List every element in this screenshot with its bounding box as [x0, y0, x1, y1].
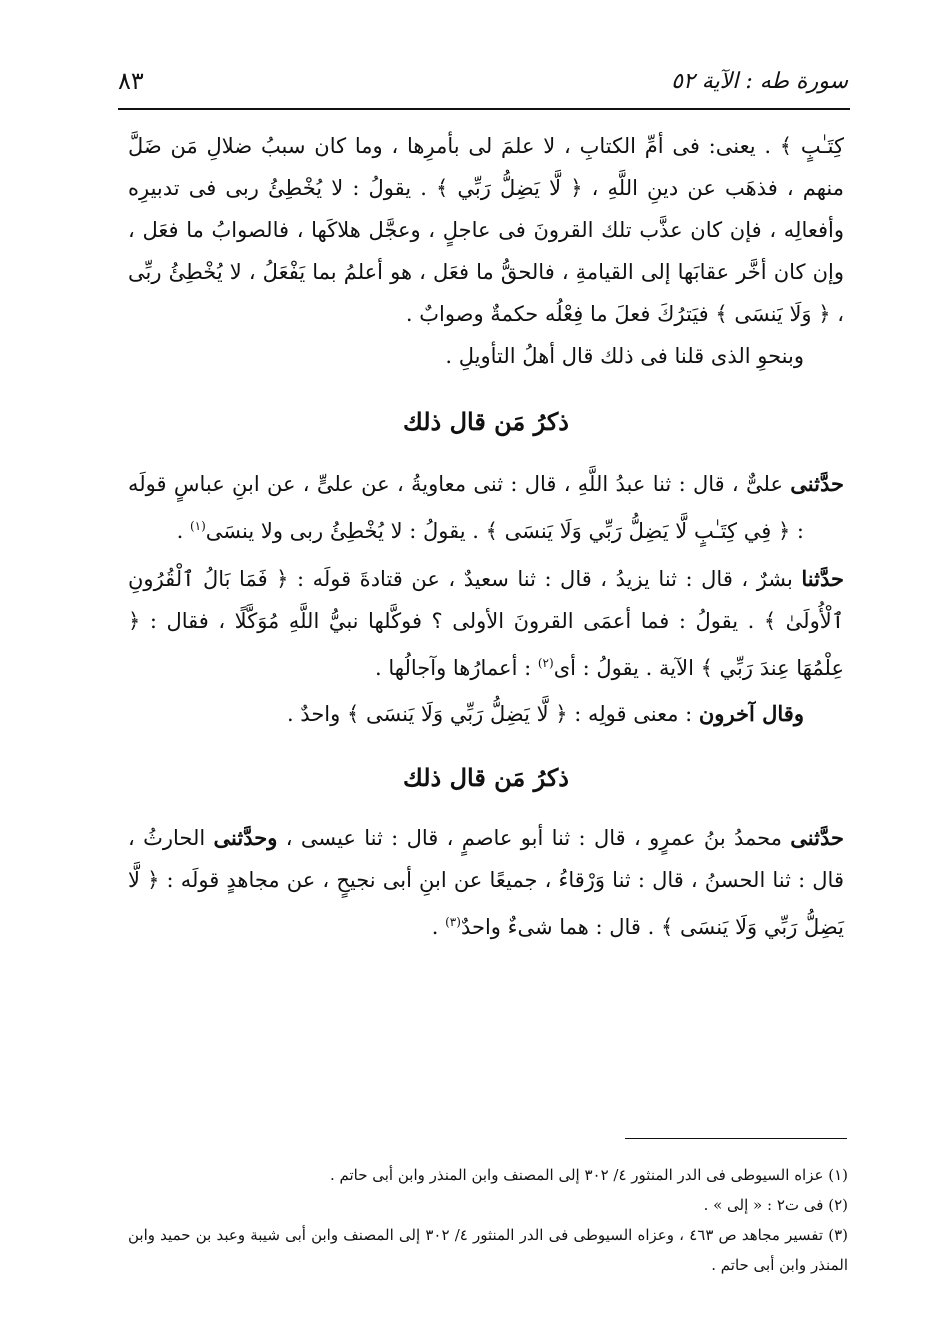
narrator-lead: وقال آخرون	[698, 701, 804, 726]
narrator-lead: حدَّثنى	[790, 471, 844, 496]
paragraph-4	[128, 558, 844, 689]
paragraph-3-end: .	[176, 519, 190, 543]
paragraph-2: وبنحوِ الذى قلنا فى ذلك قال أهلُ التأويلِ .	[445, 344, 804, 368]
section-heading-2: ذكرُ مَن قال ذلك	[403, 763, 569, 792]
paragraph-4-end: : أعمارُها وآجالُها .	[375, 656, 538, 680]
paragraph-1: كِتَـٰبٍ ﴾ . يعنى: فى أمِّ الكتابِ ، لا علمَ لى بأمرِها ، وما كان سببُ ضلالِ مَن ضَلَّ منهم ، فذهَب عن دينِ اللَّهِ ، ﴿ لَّا يَضِلُّ رَبِّي ﴾ . يقولُ : لا يُخْطِئُ ربى فى تدبيرِه وأفعالِه ، فإن كان عذَّب تلك القرونَ فى عاجلٍ ، وعجَّل هلاكَها ، فالصوابُ ما فعَل ، وإن كان أخَّر عقابَها إلى القيامةِ ، فالحقُّ ما فعَل ، هو أعلمُ بما يَفْعَلُ ، لا يُخْطِئُ ربِّى ، ﴿ وَلَا يَنسَى ﴾ فيَترُكَ فعلَ ما فِعْلُه حكمةٌ وصوابٌ .	[128, 134, 844, 326]
narrator-lead: حدَّثنى	[790, 825, 844, 850]
footnote-rule	[625, 1138, 847, 1139]
footnotes	[128, 1160, 848, 1280]
footnote-1: (١) عزاه السيوطى فى الدر المنثور ٤/ ٣٠٢ إلى المصنف وابن المنذر وابن أبى حاتم .	[329, 1166, 848, 1184]
section-heading-1: ذكرُ مَن قال ذلك	[403, 407, 569, 436]
footnote-ref-1: (١)	[189, 519, 206, 533]
paragraph-5-text: : معنى قولِه : ﴿ لَّا يَضِلُّ رَبِّي وَلَا يَنسَى ﴾ واحدٌ .	[286, 702, 699, 726]
footnote-ref-2: (٢)	[537, 656, 554, 670]
paragraph-4-text: بشرٌ ، قال : ثنا يزيدُ ، قال : ثنا سعيدٌ ، عن قتادةَ قولَه : ﴿ فَمَا بَالُ ٱلْقُرُونِ ٱلْأُولَىٰ ﴾ . يقولُ : فما أعمَى القرونَ الأولى ؟ فوكَّلها نبيُّ اللَّهِ مُوَكَّلًا ، فقال : ﴿ عِلْمُهَا عِندَ رَبِّي ﴾ الآية . يقولُ : أى	[128, 567, 844, 680]
narrator-lead: حدَّثنا	[801, 566, 844, 591]
paragraph-5	[128, 693, 844, 735]
footnote-2: (٢) فى ت٢ : « إلى » .	[703, 1196, 848, 1214]
narrator-lead-2: وحدَّثنى	[213, 825, 278, 850]
page-header	[118, 60, 848, 102]
footnote-3: (٣) تفسير مجاهد ص ٤٦٣ ، وعزاه السيوطى فى الدر المنثور ٤/ ٣٠٢ إلى المصنف وابن أبى شيبة وعبد بن حميد وابن المنذر وابن أبى حاتم .	[128, 1226, 849, 1274]
paragraph-6-text-a: محمدُ بنُ عمرٍو ، قال : ثنا أبو عاصمٍ ، قال : ثنا عيسى ،	[277, 826, 791, 850]
paragraph-3	[128, 463, 844, 552]
running-title: سورة طه : الآية ٥٢	[671, 68, 848, 94]
page-body	[128, 125, 844, 948]
paragraph-3-text: علىٌّ ، قال : ثنا عبدُ اللَّهِ ، قال : ثنى معاويةُ ، عن علىٍّ ، عن ابنِ عباسٍ قولَه : ﴿ فِي كِتَـٰبٍ لَّا يَضِلُّ رَبِّي وَلَا يَنسَى ﴾ . يقولُ : لا يُخْطِئُ ربى ولا ينسَى	[128, 472, 804, 543]
paragraph-6-text-b: الحارثُ ، قال : ثنا الحسنُ ، قال : ثنا وَرْقاءُ ، جميعًا عن ابنِ أبى نجيحٍ ، عن مجاهدٍ قولَه : ﴿ لَّا يَضِلُّ رَبِّي وَلَا يَنسَى ﴾ . قال : هما شىءٌ واحدٌ	[128, 826, 844, 939]
footnote-ref-3: (٣)	[445, 915, 461, 929]
paragraph-6-end: .	[431, 915, 446, 939]
header-rule	[118, 108, 850, 110]
paragraph-6	[128, 817, 844, 948]
page-number: ٨٣	[118, 67, 144, 95]
